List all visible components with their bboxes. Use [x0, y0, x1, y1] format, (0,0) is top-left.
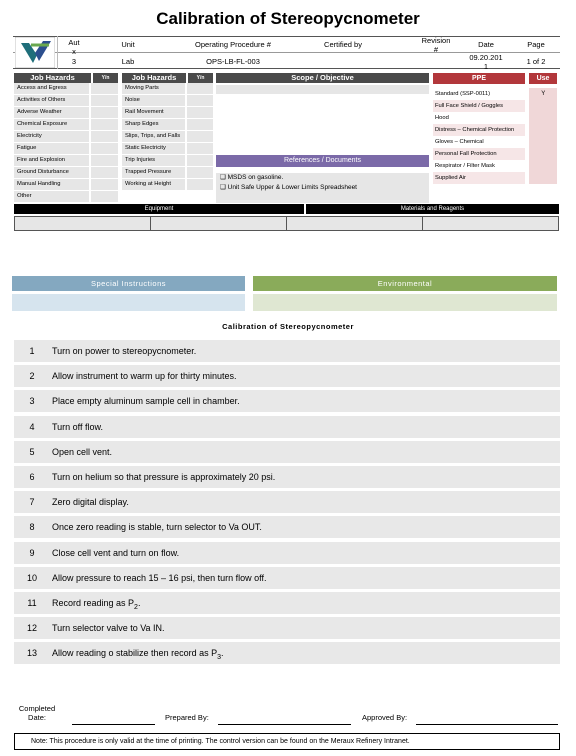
ppe-use-field[interactable]: [529, 100, 557, 112]
hazard-yn-field[interactable]: [91, 179, 118, 191]
ppe-label: Respirator / Filter Mask: [433, 160, 525, 172]
hazard-yn-field[interactable]: [91, 155, 118, 167]
hazard-label: Noise: [122, 95, 185, 107]
ppe-row: [433, 124, 557, 136]
environmental-field[interactable]: [253, 294, 557, 311]
hazard-label: Slips, Trips, and Falls: [122, 131, 185, 143]
scope-header: Scope / Objective: [216, 73, 429, 83]
hazard-yn-field[interactable]: [187, 167, 213, 179]
hazards-col1: [14, 73, 118, 203]
hazard-yn-field[interactable]: [187, 131, 213, 143]
step-text: [52, 592, 140, 614]
step-text-main: Turn on helium so that pressure is approximately 20 psi.: [52, 472, 276, 482]
step-text-main: Allow reading o stabilize then record as P: [52, 648, 218, 659]
hazard-row: [122, 179, 213, 191]
step-row: [14, 365, 560, 387]
ppe-row: [433, 136, 557, 148]
reference-item: ❑ Unit Safe Upper & Lower Limits Spreadsheet: [220, 184, 357, 191]
step-text-main: Zero digital display.: [52, 497, 129, 508]
approved-by-line[interactable]: [416, 724, 558, 725]
hazards-yn-header: Y/n: [93, 73, 118, 83]
step-row: [14, 542, 560, 564]
hazard-yn-field[interactable]: [91, 107, 118, 119]
hazard-row: [14, 95, 118, 107]
hazard-yn-field[interactable]: [91, 143, 118, 155]
ppe-use-field[interactable]: [529, 172, 557, 184]
completed-date-line[interactable]: [72, 724, 155, 725]
step-end: .: [221, 648, 224, 659]
hazard-row: [122, 131, 213, 143]
ppe-label: Distress – Chemical Protection: [433, 124, 525, 136]
rev-label: Aut x: [68, 38, 80, 56]
step-text-main: Open cell vent.: [52, 446, 113, 457]
footer-note: [14, 733, 560, 750]
ppe-section: [433, 73, 557, 184]
step-text: [52, 390, 240, 412]
equipment-field-1[interactable]: [15, 217, 151, 230]
procedure-label: Operating Procedure #: [195, 40, 271, 49]
hazard-row: [14, 167, 118, 179]
hazard-row: [14, 155, 118, 167]
step-number: 9: [29, 547, 35, 558]
hazards-col2: [122, 73, 213, 191]
step-row: [14, 592, 560, 614]
unit-label: Unit: [121, 40, 135, 49]
ppe-label: Supplied Air: [433, 172, 525, 184]
special-instructions-field[interactable]: [12, 294, 245, 311]
hazard-row: [122, 143, 213, 155]
step-row: [14, 516, 560, 538]
hazard-yn-field[interactable]: [91, 83, 118, 95]
page-label: Page: [527, 40, 545, 49]
step-number: 11: [27, 598, 37, 608]
step-text-main: Allow pressure to reach 15 – 16 psi, then turn flow off.: [52, 572, 267, 583]
ppe-use-field[interactable]: [529, 124, 557, 136]
header-table: [13, 36, 560, 69]
hazard-label: Sharp Edges: [122, 119, 185, 131]
hazard-yn-field[interactable]: [91, 167, 118, 179]
hazard-label: Static Electricity: [122, 143, 185, 155]
hazard-label: Ground Disturbance: [14, 167, 89, 179]
environmental-header: Environmental: [253, 276, 557, 291]
hazard-label: Fire and Explosion: [14, 155, 89, 167]
prepared-by-line[interactable]: [218, 724, 351, 725]
step-text-main: Close cell vent and turn on flow.: [52, 547, 180, 558]
hazard-yn-field[interactable]: [91, 191, 118, 203]
step-text-main: Turn on power to stereopycnometer.: [52, 346, 197, 356]
date-label: Date: [478, 40, 494, 49]
hazard-label: Electricity: [14, 131, 89, 143]
ppe-row: [433, 172, 557, 184]
materials-field-2[interactable]: [423, 217, 558, 230]
hazard-label: Fatigue: [14, 143, 89, 155]
completed-date-label: Completed Date:: [18, 704, 56, 722]
step-text: [52, 466, 275, 488]
step-text: [52, 365, 237, 387]
step-row: [14, 466, 560, 488]
hazard-row: [14, 191, 118, 203]
hazard-row: [14, 179, 118, 191]
ppe-row: [433, 148, 557, 160]
references-list: [216, 173, 429, 203]
step-row: [14, 567, 560, 589]
ppe-use-field[interactable]: [529, 148, 557, 160]
step-text: [52, 416, 103, 438]
revision-label: Revision #: [421, 36, 451, 54]
hazards-yn-header-2: Y/n: [188, 73, 213, 83]
hazards-header: Job Hazards: [14, 73, 91, 83]
ppe-label: Full Face Shield / Goggles: [433, 100, 525, 112]
step-text: [52, 642, 224, 664]
hazard-row: [122, 107, 213, 119]
step-number: 2: [29, 371, 35, 382]
hazard-label: Access and Egress: [14, 83, 89, 95]
ppe-use-field[interactable]: Y: [529, 88, 557, 100]
equipment-field-2[interactable]: [151, 217, 287, 230]
hazard-row: [122, 155, 213, 167]
ppe-label: Gloves – Chemical: [433, 136, 525, 148]
reference-msds: MSDS on gasoline.: [227, 174, 284, 181]
hazard-label: Other: [14, 191, 89, 203]
materials-field-1[interactable]: [287, 217, 423, 230]
hazard-yn-field[interactable]: [187, 95, 213, 107]
step-number: 4: [29, 421, 35, 432]
hazard-label: Adverse Weather: [14, 107, 89, 119]
step-text: [52, 542, 179, 564]
ppe-header: PPE: [433, 73, 525, 84]
page-title: Calibration of Stereopycnometer: [156, 9, 420, 28]
hazard-label: Chemical Exposure: [14, 119, 89, 131]
step-end: .: [137, 598, 141, 608]
hazard-yn-field[interactable]: [187, 83, 213, 95]
step-text-main: Record reading as P: [52, 598, 135, 608]
hazard-yn-field[interactable]: [91, 95, 118, 107]
hazard-yn-field[interactable]: [187, 107, 213, 119]
hazard-row: [14, 131, 118, 143]
step-number: 12: [26, 623, 37, 634]
hazard-row: [14, 143, 118, 155]
hazards-header-2: Job Hazards: [122, 73, 186, 83]
hazard-label: Working at Height: [122, 179, 185, 191]
equipment-header: Equipment: [14, 204, 304, 214]
step-number: 8: [29, 522, 35, 533]
ppe-use-field[interactable]: [529, 136, 557, 148]
hazard-row: [14, 107, 118, 119]
hazard-yn-field[interactable]: [187, 155, 213, 167]
hazard-yn-field[interactable]: [91, 131, 118, 143]
ppe-use-header: Use: [529, 73, 557, 84]
scope-section: [216, 73, 429, 152]
hazard-yn-field[interactable]: [187, 143, 213, 155]
hazard-row: [122, 119, 213, 131]
hazard-label: Activities of Others: [14, 95, 89, 107]
footer-note-text: Note: This procedure is only valid at the time of printing. The control version can be found on the Meraux Refinery Intranet.: [31, 738, 410, 745]
step-subscript: 3: [217, 654, 221, 662]
step-number: 3: [29, 396, 35, 407]
ppe-row: [433, 100, 557, 112]
ppe-label: Hood: [433, 112, 525, 124]
step-row: [14, 617, 560, 639]
step-number: 13: [26, 648, 37, 659]
hazard-row: [14, 119, 118, 131]
rev-value: 3: [71, 57, 77, 66]
step-text-main: Allow instrument to warm up for thirty minutes.: [52, 371, 237, 382]
step-row: [14, 390, 560, 412]
page-value: 1 of 2: [526, 57, 546, 66]
hazard-label: Moving Parts: [122, 83, 185, 95]
hazard-row: [122, 83, 213, 95]
step-text: [52, 441, 112, 463]
step-text: [52, 516, 262, 538]
ppe-row: [433, 112, 557, 124]
materials-header: Materials and Reagents: [306, 204, 559, 214]
hazard-label: Rail Movement: [122, 107, 185, 119]
approved-by-label: Approved By:: [362, 713, 408, 722]
step-text: [52, 491, 129, 513]
step-row: [14, 491, 560, 513]
step-row: [14, 642, 560, 664]
step-text-main: Once zero reading is stable, turn selector to Va OUT.: [52, 522, 262, 533]
certified-label: Certified by: [324, 40, 362, 49]
step-number: 10: [26, 572, 37, 583]
hazard-yn-field[interactable]: [187, 119, 213, 131]
procedure-value: OPS-LB-FL-003: [206, 57, 260, 66]
step-text-main: Turn off flow.: [52, 421, 104, 432]
step-text-main: Place empty aluminum sample cell in chamber.: [52, 396, 240, 407]
ppe-row: [433, 88, 557, 100]
references-section: [216, 155, 429, 203]
hazard-label: Trapped Pressure: [122, 167, 185, 179]
ppe-label: Standard (SSP-0011): [433, 88, 525, 100]
step-row: [14, 441, 560, 463]
step-row: [14, 340, 560, 362]
ppe-row: [433, 160, 557, 172]
hazard-label: Manual Handling: [14, 179, 89, 191]
hazard-row: [122, 95, 213, 107]
ppe-label: Personal Fall Protection: [433, 148, 525, 160]
date-value: 09.20.201 1: [469, 53, 503, 71]
reference-spreadsheet: Unit Safe Upper & Lower Limits Spreadsheet: [227, 184, 357, 191]
ppe-use-field[interactable]: [529, 160, 557, 172]
step-number: 7: [29, 497, 35, 508]
hazard-row: [14, 83, 118, 95]
special-instructions-header: Special Instructions: [12, 276, 245, 291]
steps-title: Calibration of Stereopycnometer: [222, 322, 354, 331]
step-number: 6: [29, 472, 35, 482]
reference-item: ❑ MSDS on gasoline.: [220, 174, 284, 181]
hazard-yn-field[interactable]: [91, 119, 118, 131]
step-text: [52, 567, 266, 589]
step-text: [52, 617, 165, 639]
hazard-yn-field[interactable]: [187, 179, 213, 191]
prepared-by-label: Prepared By:: [165, 713, 209, 722]
unit-value: Lab: [121, 57, 135, 66]
equipment-section: [14, 204, 559, 231]
step-row: [14, 416, 560, 438]
step-number: 5: [29, 446, 35, 457]
step-text-main: Turn selector valve to Va IN.: [52, 623, 165, 634]
step-number: 1: [29, 346, 35, 356]
step-subscript: 2: [134, 603, 138, 611]
ppe-use-field[interactable]: [529, 112, 557, 124]
hazard-label: Trip Injuries: [122, 155, 185, 167]
hazard-row: [122, 167, 213, 179]
company-logo: [15, 37, 55, 68]
step-text: [52, 340, 196, 362]
scope-field[interactable]: [216, 85, 429, 94]
references-header: References / Documents: [216, 155, 429, 167]
